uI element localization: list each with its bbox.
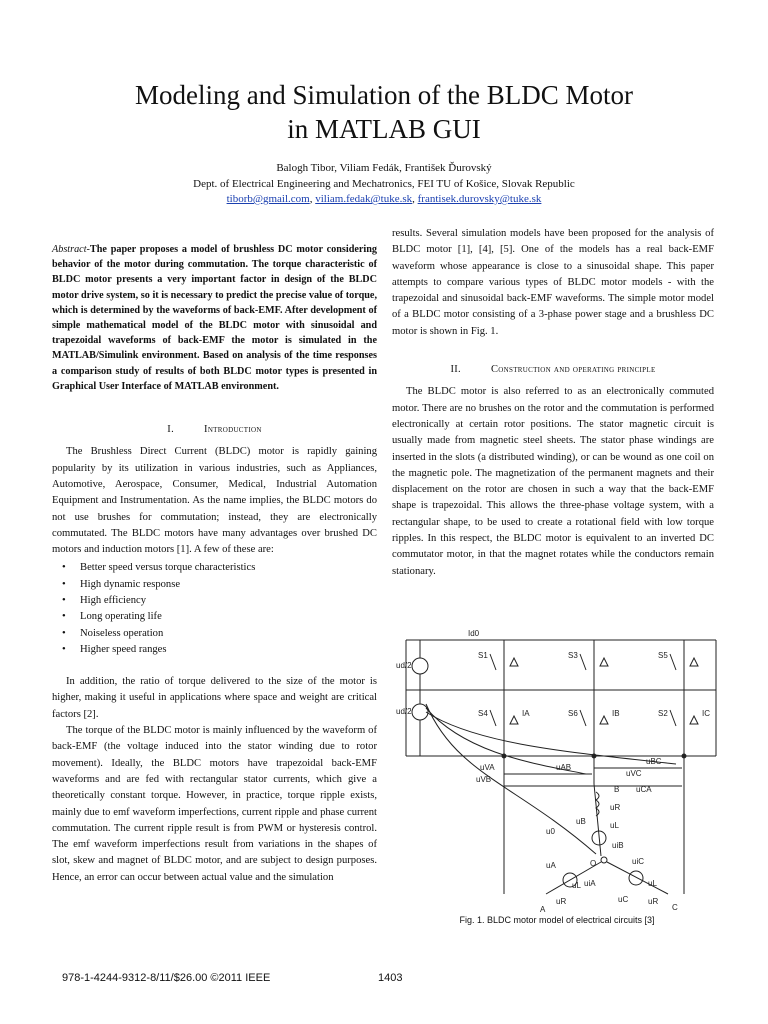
label-uvb: uVB (476, 775, 492, 784)
abstract (52, 242, 377, 394)
right-column (392, 226, 714, 580)
label-ub: uB (576, 817, 586, 826)
emf-source-c (629, 871, 643, 885)
email-link-3[interactable]: frantisek.durovsky@tuke.sk (417, 193, 542, 205)
list-item: • High dynamic response (80, 577, 377, 593)
label-uab: uAB (556, 763, 572, 772)
section-number: I. (167, 424, 175, 436)
diode (690, 658, 698, 666)
page-number: 1403 (378, 972, 403, 984)
label-node-o: O (590, 859, 597, 868)
list-item: • High efficiency (80, 593, 377, 609)
advantages-list (52, 560, 377, 658)
label-s5: S5 (658, 651, 668, 660)
section-heading-introduction (52, 422, 377, 438)
intro-paragraph-2: In addition, the ratio of torque delivered to the size of the motor is higher, making it useful in applications where space and weight are critical factors [2]. (52, 676, 377, 720)
label-s1: S1 (478, 651, 488, 660)
label-u0: u0 (546, 827, 555, 836)
section-heading-construction (392, 362, 714, 378)
section-title: Construction and operating principle (491, 364, 656, 376)
circuit-diagram (396, 624, 722, 914)
label-ul-c: uL (648, 879, 657, 888)
label-ic: IC (702, 709, 710, 718)
list-item: • Long operating life (80, 609, 377, 625)
label-node-c: C (672, 903, 678, 912)
label-ur-b: uR (610, 803, 621, 812)
author-emails (40, 193, 728, 205)
construction-paragraph: The BLDC motor is also referred to as an electronically commuted motor. There are no brushes on the rotor and the commutation is performed electronically at certain rotor positions. The stator magnetic circuit is usually made from magnetic steel sheets. The stator phase windings are inserted in the slots (a distributed winding), or can be wound as one coil on the magnetic pole. The magnetization of the permanent magnets and their displacement on the rotor are chosen in such a way that the back-EMF shape is trapezoidal. This allows the three-phase voltage system, with a rectangular shape, to be used to create a rotational field with low torque ripples. In this respect, the BLDC motor is equivalent to an inverted DC commutator motor, in that the magnet rotates while the conductors remain stationary. (392, 386, 714, 577)
label-uib: uiB (612, 841, 624, 850)
footer-isbn: 978-1-4244-9312-8/11/$26.00 ©2011 IEEE (62, 972, 271, 984)
label-node-a: A (540, 905, 546, 914)
title-line-2: in MATLAB GUI (287, 114, 481, 144)
label-uic: uiC (632, 857, 645, 866)
label-ib: IB (612, 709, 620, 718)
diode (600, 658, 608, 666)
right-paragraph-1: results. Several simulation models have been proposed for the analysis of BLDC motor [1], [4], [5]. One of the models has a real back-EMF waveform whose appearance is close to a sinusoidal shape. This paper attempts to compare various types of BLDC motor models - with the trapezoidal and sinusoidal back-EMF waveforms. The simple motor model of a BLDC motor consisting of a 3-phase power stage and a brushless DC motor is shown in Fig. 1. (392, 228, 714, 337)
diode (600, 716, 608, 724)
affiliation: Dept. of Electrical Engineering and Mechatronics, FEI TU of Košice, Slovak Republic (193, 178, 575, 190)
switch-s2 (670, 710, 676, 726)
list-item: • Noiseless operation (80, 626, 377, 642)
label-ud2-bottom: ud/2 (396, 707, 412, 716)
label-s2: S2 (658, 709, 668, 718)
label-s4: S4 (478, 709, 488, 718)
intro-paragraph-1: The Brushless Direct Current (BLDC) motor is rapidly gaining popularity by its utilization in various industries, such as Appliances, Automotive, Aerospace, Consumer, Medical, Industrial Automation Equipment and Instrumentation. As the name implies, the BLDC motors do not use brushes for commutation; instead, they are electronically commutated. The BLDC motors have many advantages over brushed DC motors and induction motors [1]. A few of these are: (52, 446, 377, 556)
switch-s3 (580, 654, 586, 670)
neutral-point (601, 857, 607, 863)
label-ua: uA (546, 861, 556, 870)
abstract-text: The paper proposes a model of brushless DC motor considering behavior of the motor during commutation. The torque characteristic of BLDC motor presents a very important factor in design of the BLDC motor drive system, so it is necessary to predict the precise value of torque, which is determined by the waveforms of back-EMF. After development of simple mathematical model of the BLDC motor with sinusoidal and trapezoidal waveforms of back-EMF the motor is simulated in the MATLAB/Simulink environment. Based on analysis of the time responses a comparison study of results of both BLDC motor types is presented in Graphical User Interface of MATLAB environment. (52, 244, 377, 392)
switch-s5 (670, 654, 676, 670)
label-s3: S3 (568, 651, 578, 660)
figure-caption: Fig. 1. BLDC motor model of electrical circuits [3] (459, 915, 655, 925)
label-ia: IA (522, 709, 530, 718)
email-link-1[interactable]: tiborb@gmail.com (226, 193, 310, 205)
section-number: II. (450, 364, 461, 376)
label-id0: Id0 (468, 629, 480, 638)
label-ur-c: uR (648, 897, 659, 906)
label-uc: uC (618, 895, 629, 904)
list-item: • Higher speed ranges (80, 642, 377, 658)
label-uca: uCA (636, 785, 652, 794)
left-column (52, 242, 377, 886)
source-bottom (412, 704, 428, 720)
label-s6: S6 (568, 709, 578, 718)
switch-s1 (490, 654, 496, 670)
label-uva: uVA (480, 763, 495, 772)
diode (690, 716, 698, 724)
label-ul-b: uL (610, 821, 619, 830)
title-line-1: Modeling and Simulation of the BLDC Motor (135, 80, 633, 110)
switch-s4 (490, 710, 496, 726)
label-ud2-top: ud/2 (396, 661, 412, 670)
authors: Balogh Tibor, Viliam Fedák, František Ďurovský (276, 162, 492, 174)
switch-s6 (580, 710, 586, 726)
diode (510, 658, 518, 666)
label-uvc: uVC (626, 769, 642, 778)
section-title: Introduction (204, 424, 262, 436)
source-top (412, 658, 428, 674)
label-uia: uiA (584, 879, 596, 888)
label-ubc: uBC (646, 757, 662, 766)
list-item: • Better speed versus torque characteristics (80, 560, 377, 576)
label-node-b: B (614, 785, 620, 794)
email-separator: , (412, 193, 418, 205)
label-ul-a: uL (572, 881, 581, 890)
intro-paragraph-3: The torque of the BLDC motor is mainly influenced by the waveform of back-EMF (the voltage induced into the stator winding due to rotor movement). Ideally, the BLDC motors have trapezoidal back-EMF waveforms and are fed with rectangular stator currents, which give a theoretically constant torque. However, in practice, torque ripple exists, mainly due to emf waveform imperfections, current ripple and phase current commutation. The current ripple result is from PWM or hysteresis control. The emf waveform imperfections result from variations in the shapes of slot, skew and magnet of BLDC motor, and are subject to design purposes. Hence, an error can occur between actual value and the simulation (52, 725, 377, 883)
paper-title (40, 78, 728, 146)
abstract-label: Abstract- (52, 244, 90, 255)
email-separator: , (309, 193, 316, 205)
diode (510, 716, 518, 724)
figure-circuit (396, 624, 722, 914)
email-link-2[interactable]: viliam.fedak@tuke.sk (315, 193, 413, 205)
label-ur-a: uR (556, 897, 567, 906)
voltage-arrow (426, 704, 596, 854)
